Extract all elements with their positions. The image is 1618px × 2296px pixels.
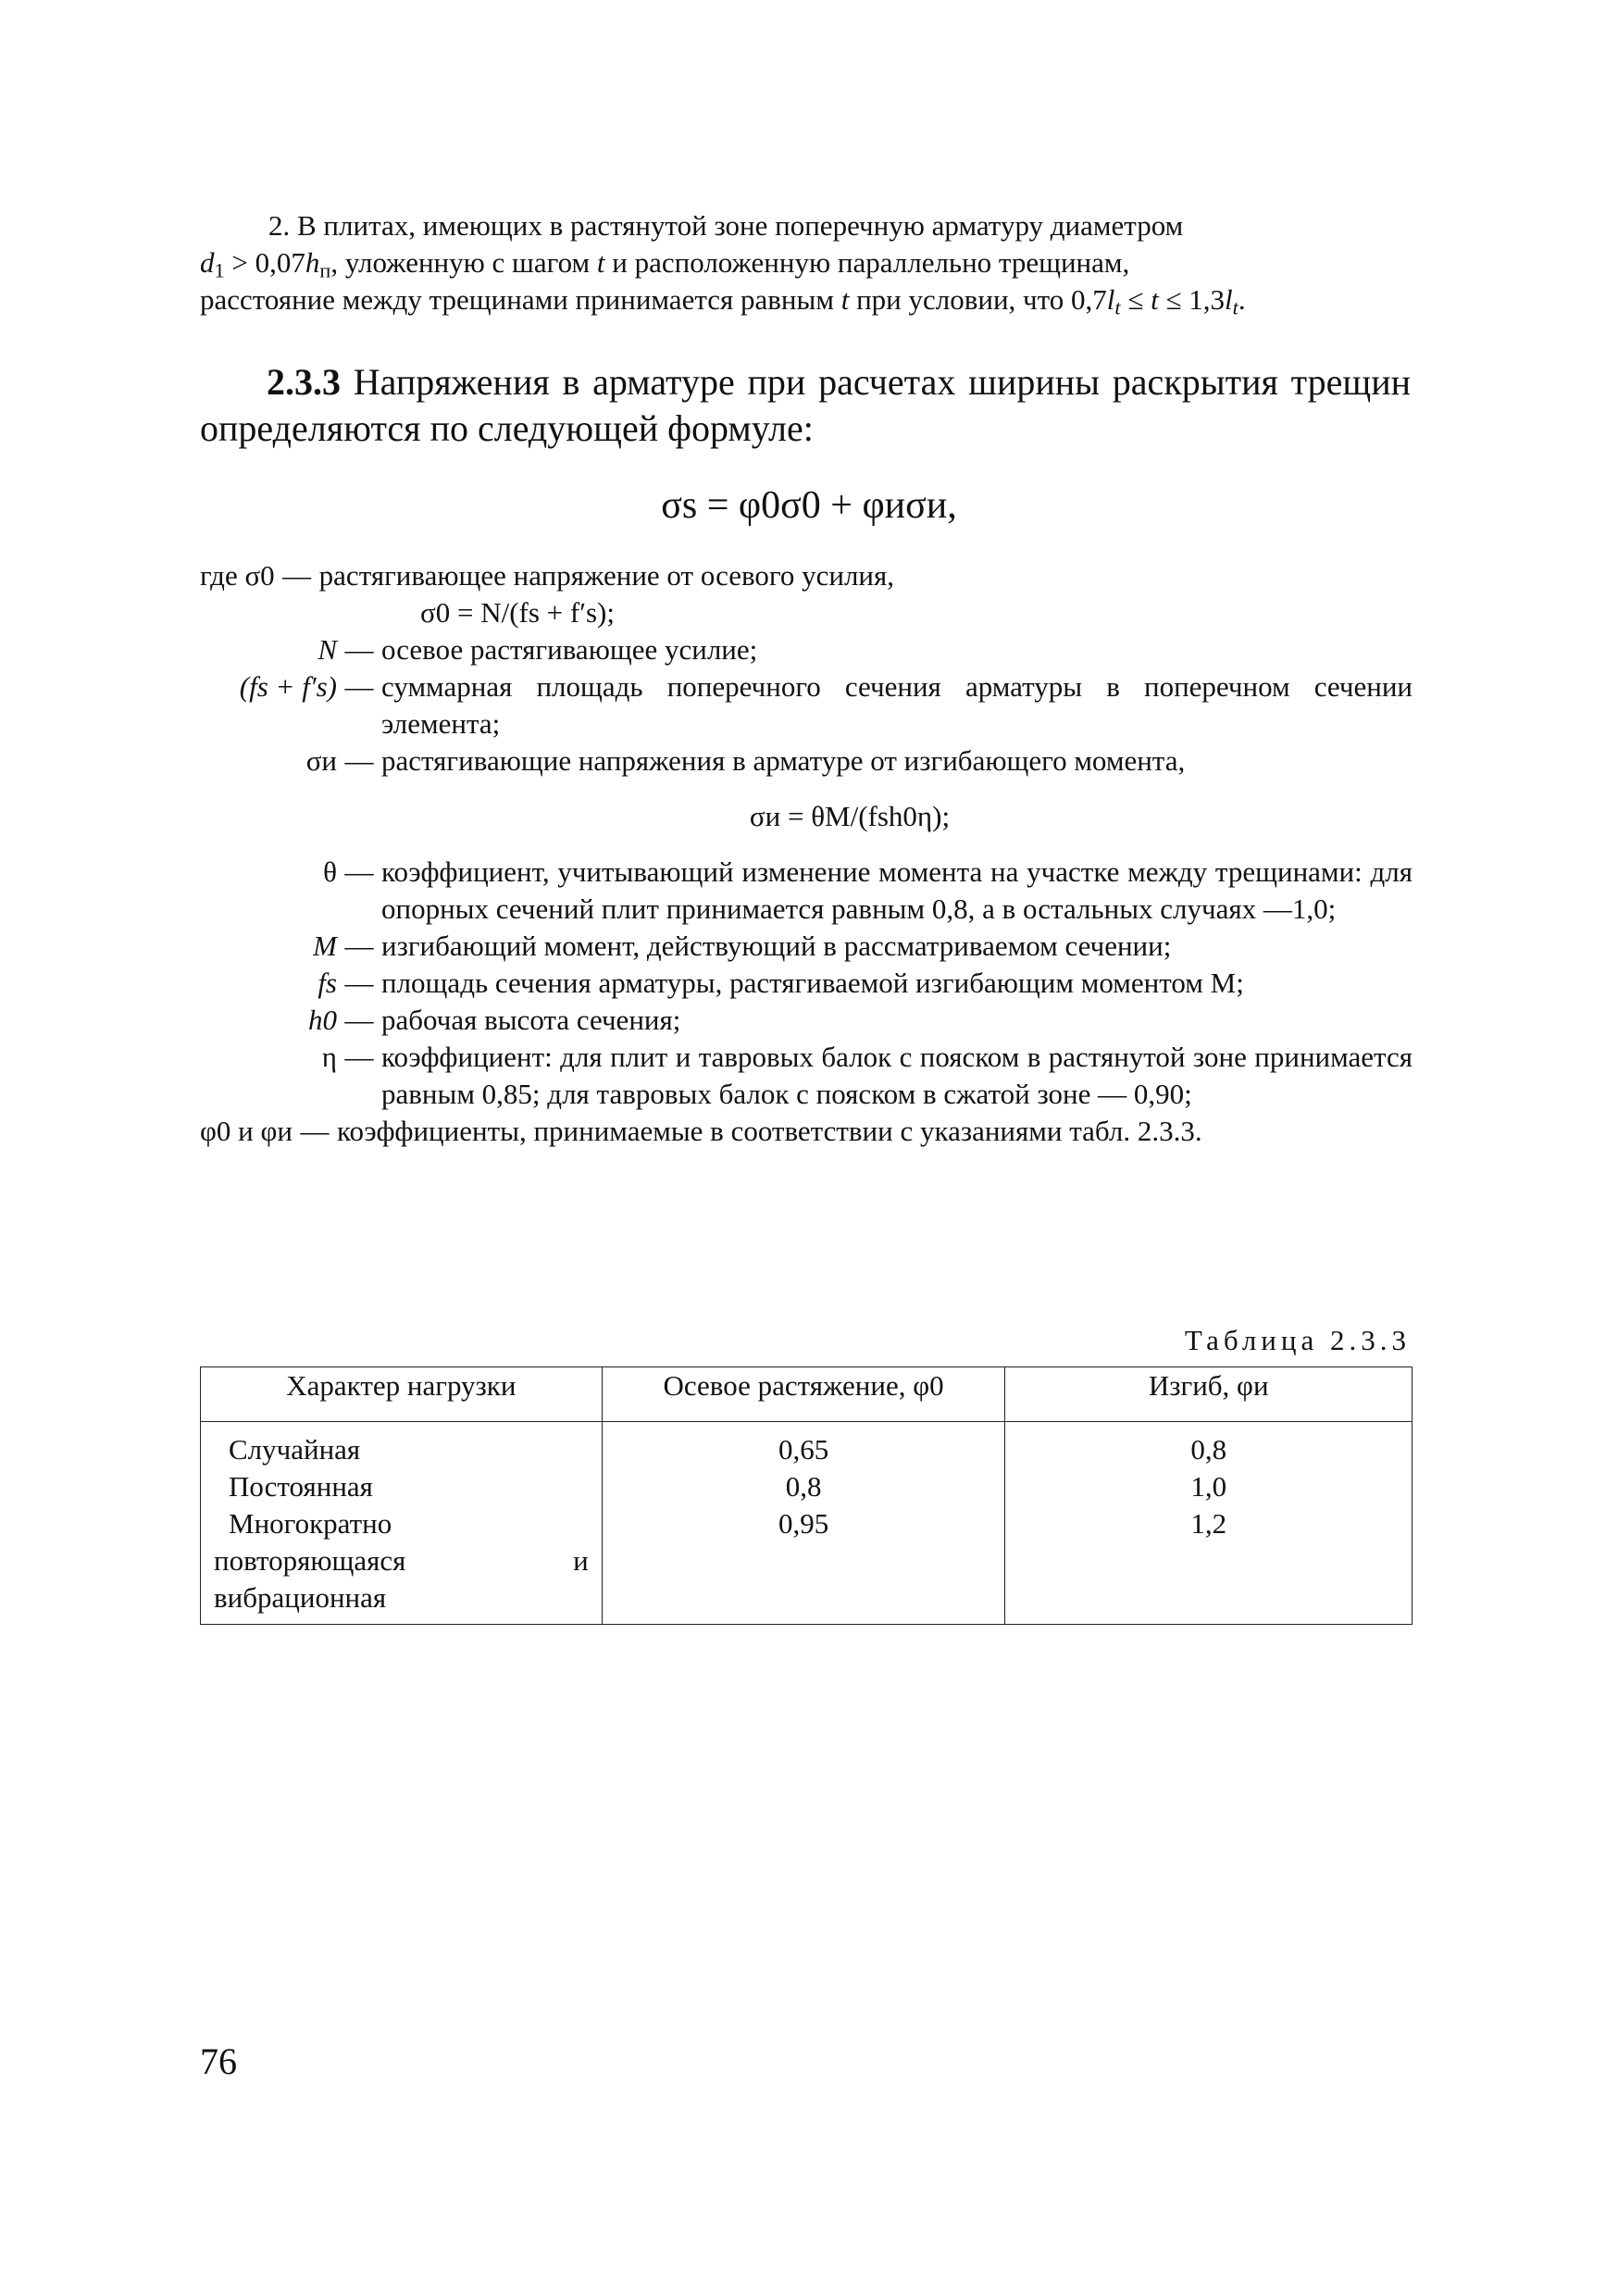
definition-dash: —	[344, 744, 374, 777]
intro-line-2	[200, 244, 1411, 281]
intro-line-1	[200, 207, 1411, 244]
cell-load-type: Постоянная	[201, 1468, 603, 1505]
definition-text: суммарная площадь поперечного сечения арматуры в поперечном сечении элемента;	[381, 670, 1413, 740]
definition-dash: —	[344, 967, 374, 999]
definition-dash: —	[344, 855, 374, 888]
formula-sigma0-text: σ0 = N/(fs + f′s);	[420, 596, 615, 629]
table-row	[201, 1505, 1413, 1625]
table-header-row	[201, 1367, 1413, 1422]
definition-m	[194, 928, 1413, 965]
definition-text: растягивающие напряжения в арматуре от изгибающего момента,	[381, 744, 1186, 777]
page-number-text: 76	[200, 2040, 237, 2082]
formula-sigmai-text: σи = θM/(fsh0η);	[749, 800, 951, 832]
definition-phi	[194, 1113, 1413, 1150]
definition-text: коэффициент, учитывающий изменение момента на участке между трещинами: для опорных сечений плит принимается равным 0,8, а в остальных случаях —1,0;	[381, 855, 1413, 925]
main-formula	[0, 480, 1618, 531]
definition-text: растягивающее напряжение от осевого усилия,	[318, 559, 895, 592]
intro-text-1: 2. В плитах, имеющих в растянутой зоне поперечную арматуру диаметром	[268, 209, 1184, 242]
definition-symbol: fs	[317, 967, 337, 999]
subscript-p: п	[319, 258, 331, 282]
cell-load-type: Случайная	[201, 1422, 603, 1469]
definition-dash: —	[300, 1115, 330, 1147]
table-caption-text: Таблица 2.3.3	[1184, 1324, 1411, 1356]
definition-text: изгибающий момент, действующий в рассматриваемом сечении;	[381, 930, 1172, 962]
header-axial-tension: Осевое растяжение, φ0	[602, 1367, 1005, 1422]
definition-dash: —	[282, 559, 312, 592]
cell-phii: 1,0	[1005, 1468, 1413, 1505]
definition-dash: —	[344, 670, 374, 703]
cell-phi0: 0,8	[602, 1468, 1005, 1505]
intro-text-3a: расстояние между трещинами принимается равным	[200, 283, 841, 316]
definition-symbol: θ	[323, 855, 337, 888]
intro-text-2a: > 0,07	[224, 246, 305, 279]
intro-text-3c: ≤	[1120, 283, 1151, 316]
definition-sigmai	[194, 742, 1413, 780]
definition-dash: —	[344, 1041, 374, 1073]
subscript-1: 1	[214, 258, 225, 282]
definition-symbol: где σ0	[200, 559, 275, 592]
cell-phi0: 0,65	[602, 1422, 1005, 1469]
cell-phi0: 0,95	[602, 1505, 1005, 1625]
definition-fs	[194, 965, 1413, 1002]
symbol-h: h	[305, 246, 320, 279]
intro-paragraph	[200, 207, 1411, 318]
main-formula-text: σs = φ0σ0 + φиσи,	[661, 484, 957, 527]
intro-line-3	[200, 281, 1411, 318]
definition-symbol: M	[313, 930, 337, 962]
formula-sigma0	[194, 594, 1413, 631]
definition-h0	[194, 1002, 1413, 1039]
definition-text: коэффициенты, принимаемые в соответствии с указаниями табл. 2.3.3.	[336, 1115, 1202, 1147]
section-number: 2.3.3	[267, 361, 341, 403]
symbol-t-2: t	[840, 283, 850, 316]
intro-text-2b: , уложенную с шагом	[330, 246, 597, 279]
definition-text: осевое растягивающее усилие;	[381, 633, 758, 666]
definition-symbol: φ0 и φи	[200, 1115, 292, 1147]
definition-symbol: σи	[305, 744, 337, 777]
definition-eta	[194, 1039, 1413, 1113]
intro-text-2c: и расположенную параллельно трещинам,	[604, 246, 1130, 279]
definition-text: рабочая высота сечения;	[381, 1004, 681, 1036]
definition-fs-sum	[194, 668, 1413, 742]
definition-theta	[194, 854, 1413, 928]
definition-n	[194, 631, 1413, 668]
definition-sigma0	[194, 557, 1413, 594]
definition-dash: —	[344, 930, 374, 962]
page-number	[200, 2039, 237, 2085]
symbol-lt-2: $l_t$	[1225, 283, 1238, 319]
symbol-d: d	[200, 246, 215, 279]
header-load-type: Характер нагрузки	[201, 1367, 603, 1422]
symbol-t: t	[596, 246, 605, 279]
definition-dash: —	[344, 1004, 374, 1036]
cell-phii: 0,8	[1005, 1422, 1413, 1469]
intro-text-3e: .	[1238, 283, 1246, 316]
definition-symbol: h0	[308, 1004, 337, 1036]
definition-symbol: η	[321, 1041, 337, 1073]
intro-text-3b: при условии, что 0,7	[849, 283, 1107, 316]
definition-text: площадь сечения арматуры, растягиваемой изгибающим моментом M;	[381, 967, 1244, 999]
section-heading-text: Напряжения в арматуре при расчетах ширины раскрытия трещин определяются по следующей формуле:	[200, 361, 1411, 449]
table-row	[201, 1468, 1413, 1505]
cell-load-type: Многократно повторяющаяся и вибрационная	[201, 1505, 603, 1625]
definition-symbol: (fs + f′s)	[239, 670, 337, 703]
definitions-list	[194, 557, 1413, 1150]
symbol-lt: $l_t$	[1106, 283, 1121, 319]
formula-sigmai	[194, 780, 1413, 854]
table-caption	[200, 1322, 1411, 1359]
cell-phii: 1,2	[1005, 1505, 1413, 1625]
table-row	[201, 1422, 1413, 1469]
header-bending: Изгиб, φи	[1005, 1367, 1413, 1422]
intro-text-3d: ≤ 1,3	[1158, 283, 1226, 316]
section-heading	[200, 359, 1411, 452]
symbol-t-3: t	[1151, 283, 1159, 316]
definition-text: коэффициент: для плит и тавровых балок с пояском в растянутой зоне принимается равным 0,85; для тавровых балок с пояском в сжатой зоне — 0,90;	[381, 1041, 1413, 1110]
definition-dash: —	[344, 633, 374, 666]
coefficients-table	[200, 1366, 1413, 1625]
definition-symbol: N	[317, 633, 337, 666]
